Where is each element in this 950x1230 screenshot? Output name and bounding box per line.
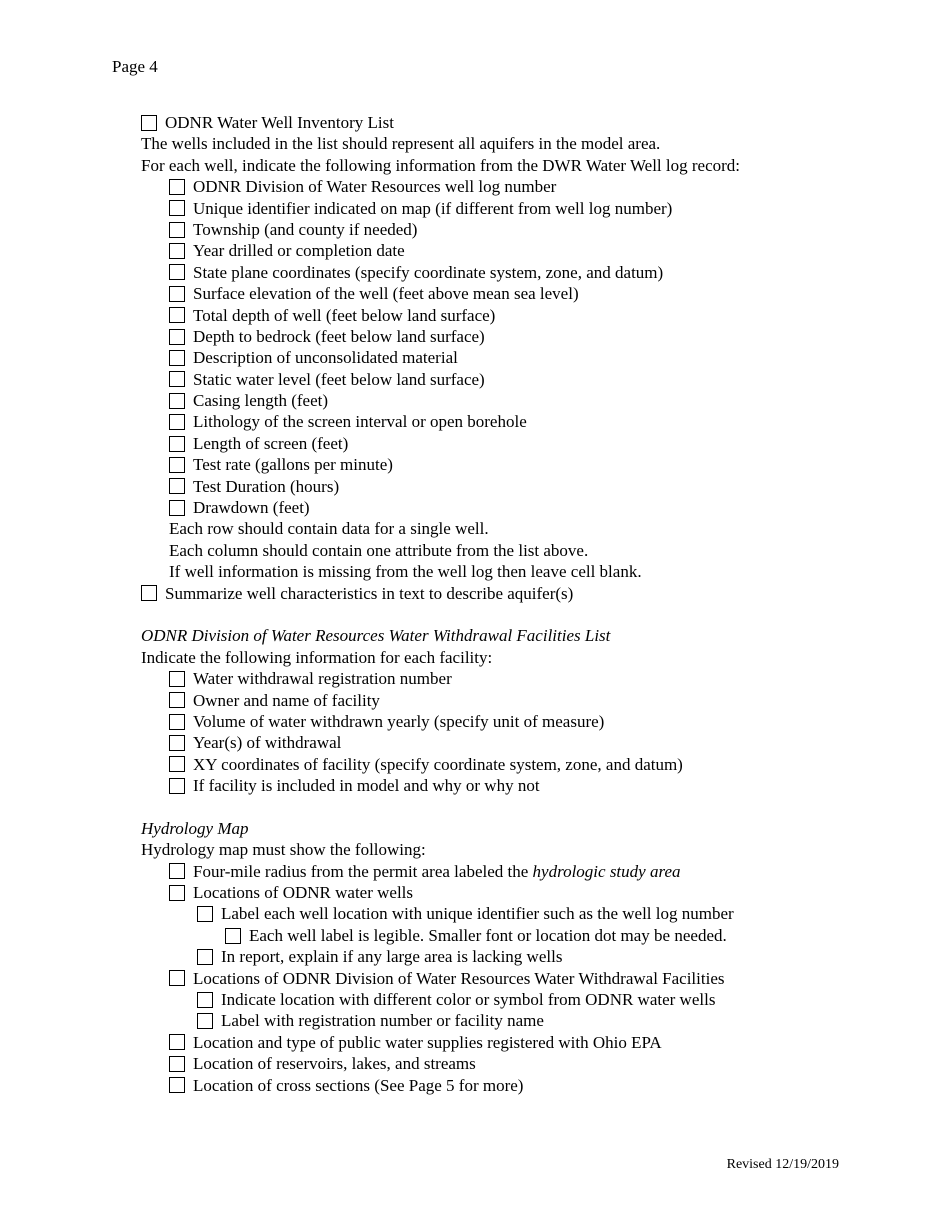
hydrology-wells-row	[141, 882, 921, 903]
well-item-label: Length of screen (feet)	[193, 433, 349, 453]
withdrawal-item-row	[141, 711, 921, 732]
withdrawal-item-row	[141, 754, 921, 775]
well-item-checkbox[interactable]	[169, 307, 185, 323]
well-note-missing: If well information is missing from the well log then leave cell blank.	[169, 562, 642, 582]
well-item-checkbox[interactable]	[169, 393, 185, 409]
withdrawal-item-checkbox[interactable]	[169, 778, 185, 794]
well-item-checkbox[interactable]	[169, 222, 185, 238]
hydrology-reservoirs-checkbox[interactable]	[169, 1056, 185, 1072]
hydrology-public-supplies-row	[141, 1032, 921, 1053]
well-item-label: Lithology of the screen interval or open borehole	[193, 412, 527, 432]
well-item-label: Test Duration (hours)	[193, 476, 340, 496]
well-item-row	[141, 176, 921, 197]
withdrawal-item-row	[141, 775, 921, 796]
hydrology-wells-legible-row	[141, 925, 921, 946]
withdrawal-item-label: Water withdrawal registration number	[193, 669, 452, 689]
withdrawal-item-label: Volume of water withdrawn yearly (specify unit of measure)	[193, 711, 605, 731]
well-item-checkbox[interactable]	[169, 414, 185, 430]
well-item-label: Drawdown (feet)	[193, 498, 310, 518]
withdrawal-item-label: If facility is included in model and why or why not	[193, 776, 540, 796]
hydrology-cross-sections-row	[141, 1075, 921, 1096]
hydrology-wells-legible-checkbox[interactable]	[225, 928, 241, 944]
well-inventory-intro-2: For each well, indicate the following information from the DWR Water Well log record:	[141, 155, 741, 175]
well-item-row	[141, 369, 921, 390]
section-spacer	[141, 604, 921, 625]
well-summary-label: Summarize well characteristics in text to describe aquifer(s)	[165, 583, 574, 603]
hydrology-radius-label	[193, 861, 680, 882]
hydrology-facilities-checkbox[interactable]	[169, 970, 185, 986]
hydrology-facilities-label-row	[141, 1010, 921, 1031]
well-item-row	[141, 240, 921, 261]
hydrology-facilities-label-checkbox[interactable]	[197, 1013, 213, 1029]
well-item-checkbox[interactable]	[169, 264, 185, 280]
well-item-checkbox[interactable]	[169, 350, 185, 366]
well-item-row	[141, 497, 921, 518]
hydrology-wells-report-text: In report, explain if any large area is lacking wells	[221, 947, 563, 967]
hydrology-radius-prefix: Four-mile radius from the permit area labeled the	[193, 861, 533, 881]
well-item-label: Test rate (gallons per minute)	[193, 455, 393, 475]
well-item-checkbox[interactable]	[169, 436, 185, 452]
well-item-checkbox[interactable]	[169, 179, 185, 195]
well-item-label: Depth to bedrock (feet below land surface)	[193, 326, 485, 346]
well-item-label: Unique identifier indicated on map (if different from well log number)	[193, 198, 673, 218]
well-note-row: Each row should contain data for a single well.	[169, 519, 489, 539]
withdrawal-item-row	[141, 668, 921, 689]
well-inventory-checkbox[interactable]	[141, 115, 157, 131]
well-inventory-heading-row	[141, 112, 921, 133]
withdrawal-item-row	[141, 732, 921, 753]
hydrology-radius-term: hydrologic study area	[532, 861, 681, 881]
well-item-label: Surface elevation of the well (feet above mean sea level)	[193, 284, 579, 304]
withdrawal-item-checkbox[interactable]	[169, 671, 185, 687]
hydrology-reservoirs-label: Location of reservoirs, lakes, and streams	[193, 1054, 476, 1074]
well-item-row	[141, 262, 921, 283]
well-item-label: Casing length (feet)	[193, 391, 329, 411]
well-item-checkbox[interactable]	[169, 286, 185, 302]
well-item-row	[141, 198, 921, 219]
well-item-label: Static water level (feet below land surface)	[193, 369, 485, 389]
hydrology-facilities-color-text: Indicate location with different color or symbol from ODNR water wells	[221, 990, 716, 1010]
hydrology-reservoirs-row	[141, 1053, 921, 1074]
well-item-label: Year drilled or completion date	[193, 241, 405, 261]
hydrology-facilities-label: Locations of ODNR Division of Water Resources Water Withdrawal Facilities	[193, 968, 725, 988]
withdrawal-item-label: Owner and name of facility	[193, 690, 380, 710]
page-number: Page 4	[112, 57, 158, 76]
hydrology-radius-row	[141, 861, 921, 882]
well-item-checkbox[interactable]	[169, 243, 185, 259]
withdrawal-item-checkbox[interactable]	[169, 692, 185, 708]
well-item-label: State plane coordinates (specify coordinate system, zone, and datum)	[193, 262, 664, 282]
well-item-checkbox[interactable]	[169, 500, 185, 516]
well-item-row	[141, 433, 921, 454]
well-item-row	[141, 454, 921, 475]
hydrology-facilities-label-text: Label with registration number or facility name	[221, 1011, 544, 1031]
hydrology-wells-report-checkbox[interactable]	[197, 949, 213, 965]
well-item-row	[141, 326, 921, 347]
well-inventory-intro-1: The wells included in the list should represent all aquifers in the model area.	[141, 134, 661, 154]
hydrology-cross-sections-checkbox[interactable]	[169, 1077, 185, 1093]
hydrology-facilities-color-row	[141, 989, 921, 1010]
hydrology-wells-label-checkbox[interactable]	[197, 906, 213, 922]
well-inventory-heading: ODNR Water Well Inventory List	[165, 113, 394, 132]
well-item-label: Total depth of well (feet below land surface)	[193, 305, 496, 325]
revision-date: Revised 12/19/2019	[726, 1157, 839, 1172]
hydrology-wells-checkbox[interactable]	[169, 885, 185, 901]
hydrology-wells-legible-text: Each well label is legible. Smaller font or location dot may be needed.	[249, 925, 727, 945]
well-item-label: Township (and county if needed)	[193, 219, 418, 239]
hydrology-wells-label-row	[141, 903, 921, 924]
well-item-checkbox[interactable]	[169, 457, 185, 473]
hydrology-wells-label: Locations of ODNR water wells	[193, 883, 414, 903]
withdrawal-item-row	[141, 690, 921, 711]
withdrawal-item-label: Year(s) of withdrawal	[193, 733, 342, 753]
well-item-row	[141, 411, 921, 432]
well-item-checkbox[interactable]	[169, 329, 185, 345]
hydrology-facilities-row	[141, 968, 921, 989]
well-item-checkbox[interactable]	[169, 478, 185, 494]
hydrology-radius-checkbox[interactable]	[169, 863, 185, 879]
withdrawal-item-label: XY coordinates of facility (specify coordinate system, zone, and datum)	[193, 754, 683, 774]
well-item-row	[141, 347, 921, 368]
hydrology-wells-report-row	[141, 946, 921, 967]
withdrawal-item-checkbox[interactable]	[169, 735, 185, 751]
hydrology-facilities-color-checkbox[interactable]	[197, 992, 213, 1008]
well-summary-row	[141, 583, 921, 604]
hydrology-intro: Hydrology map must show the following:	[141, 840, 426, 860]
well-item-row	[141, 283, 921, 304]
hydrology-heading: Hydrology Map	[141, 818, 249, 838]
well-item-label: ODNR Division of Water Resources well log number	[193, 177, 557, 197]
well-item-label: Description of unconsolidated material	[193, 348, 458, 368]
hydrology-public-supplies-label: Location and type of public water supplies registered with Ohio EPA	[193, 1032, 662, 1052]
well-item-row	[141, 305, 921, 326]
well-item-checkbox[interactable]	[169, 371, 185, 387]
checklist-content	[141, 112, 921, 1096]
well-item-checkbox[interactable]	[169, 200, 185, 216]
section-spacer	[141, 797, 921, 818]
withdrawal-item-checkbox[interactable]	[169, 756, 185, 772]
hydrology-public-supplies-checkbox[interactable]	[169, 1034, 185, 1050]
hydrology-cross-sections-label: Location of cross sections (See Page 5 for more)	[193, 1075, 524, 1095]
withdrawal-intro: Indicate the following information for each facility:	[141, 647, 493, 667]
well-item-row	[141, 219, 921, 240]
withdrawal-heading: ODNR Division of Water Resources Water Withdrawal Facilities List	[141, 626, 611, 646]
hydrology-wells-label-text: Label each well location with unique identifier such as the well log number	[221, 904, 734, 924]
well-note-column: Each column should contain one attribute from the list above.	[169, 540, 589, 560]
well-item-row	[141, 476, 921, 497]
withdrawal-item-checkbox[interactable]	[169, 714, 185, 730]
well-summary-checkbox[interactable]	[141, 585, 157, 601]
well-item-row	[141, 390, 921, 411]
